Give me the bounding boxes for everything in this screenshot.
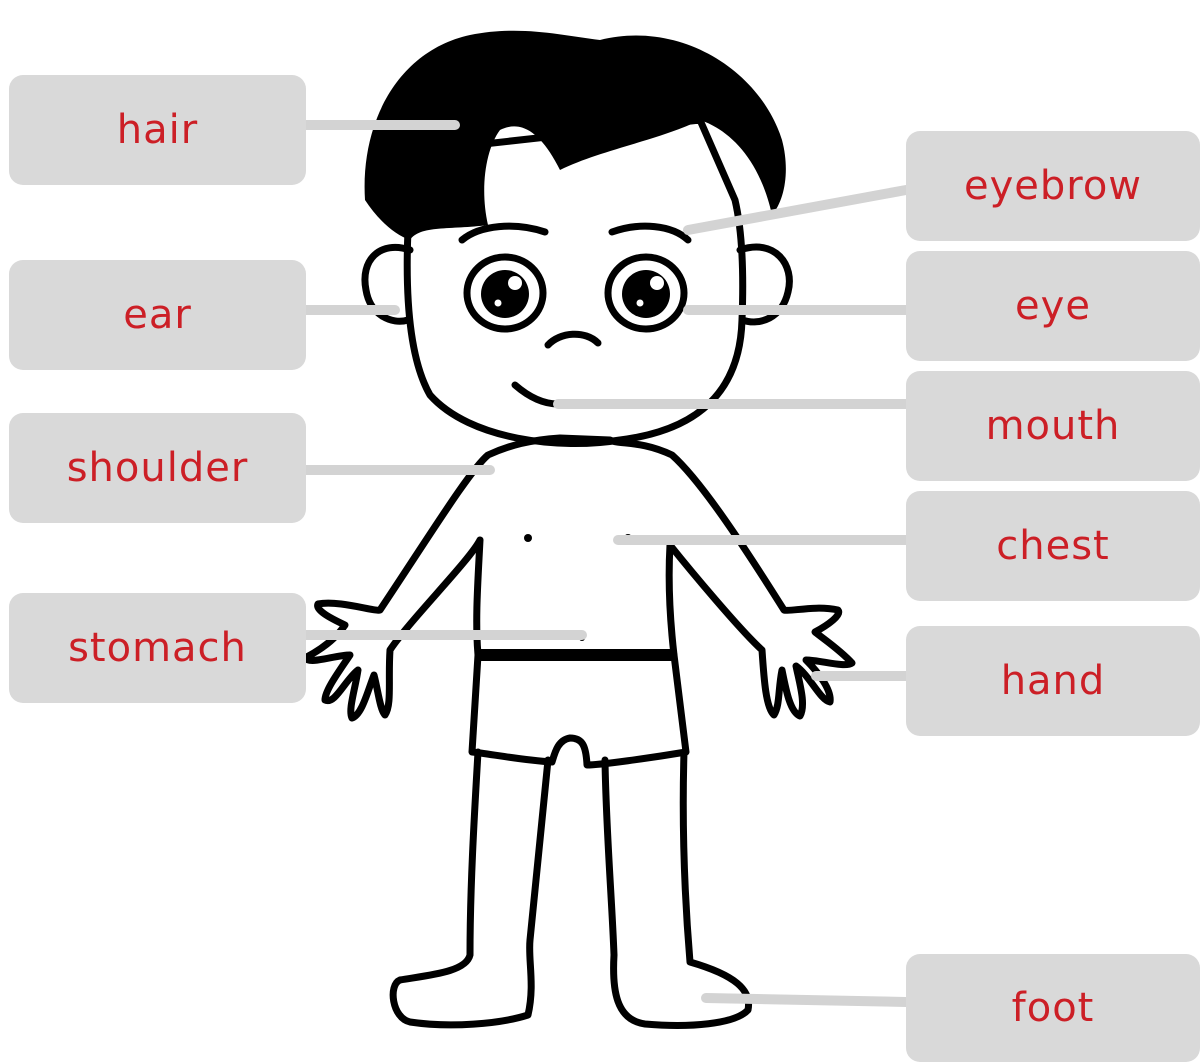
label-box-hand (906, 626, 1200, 736)
right-eyebrow-shape (612, 226, 688, 240)
right-eye-highlight (650, 276, 664, 290)
left-eye-highlight (508, 276, 522, 290)
label-shoulder: shoulder (66, 445, 249, 491)
label-eyebrow: eyebrow (963, 163, 1143, 209)
right-eye-highlight-small (637, 300, 644, 307)
leader-line-foot (706, 998, 906, 1002)
nose-shape (548, 334, 598, 345)
label-hair: hair (116, 107, 199, 153)
label-ear: ear (123, 292, 192, 338)
label-box-foot (906, 954, 1200, 1062)
shorts (472, 655, 686, 765)
label-box-shoulder (9, 413, 306, 523)
label-stomach: stomach (68, 625, 247, 671)
leader-line-eyebrow (688, 190, 906, 230)
left-nipple (524, 534, 532, 542)
label-chest: chest (996, 523, 1110, 569)
right-pupil (622, 270, 670, 318)
mouth-shape (515, 385, 558, 404)
label-box-stomach (9, 593, 306, 703)
label-mouth: mouth (985, 403, 1121, 449)
label-box-mouth (906, 371, 1200, 481)
hair-shape (365, 31, 786, 240)
right-leg (605, 752, 749, 1025)
torso (305, 438, 852, 718)
left-eyebrow-shape (462, 226, 545, 240)
label-box-ear (9, 260, 306, 370)
label-box-eyebrow (906, 131, 1200, 241)
label-box-eye (906, 251, 1200, 361)
left-pupil (481, 270, 529, 318)
left-leg (393, 752, 548, 1025)
label-foot: foot (1011, 985, 1095, 1031)
label-hand: hand (1000, 658, 1106, 704)
label-eye: eye (1015, 283, 1091, 329)
label-box-chest (906, 491, 1200, 601)
left-eye-highlight-small (495, 300, 502, 307)
label-box-hair (9, 75, 306, 185)
